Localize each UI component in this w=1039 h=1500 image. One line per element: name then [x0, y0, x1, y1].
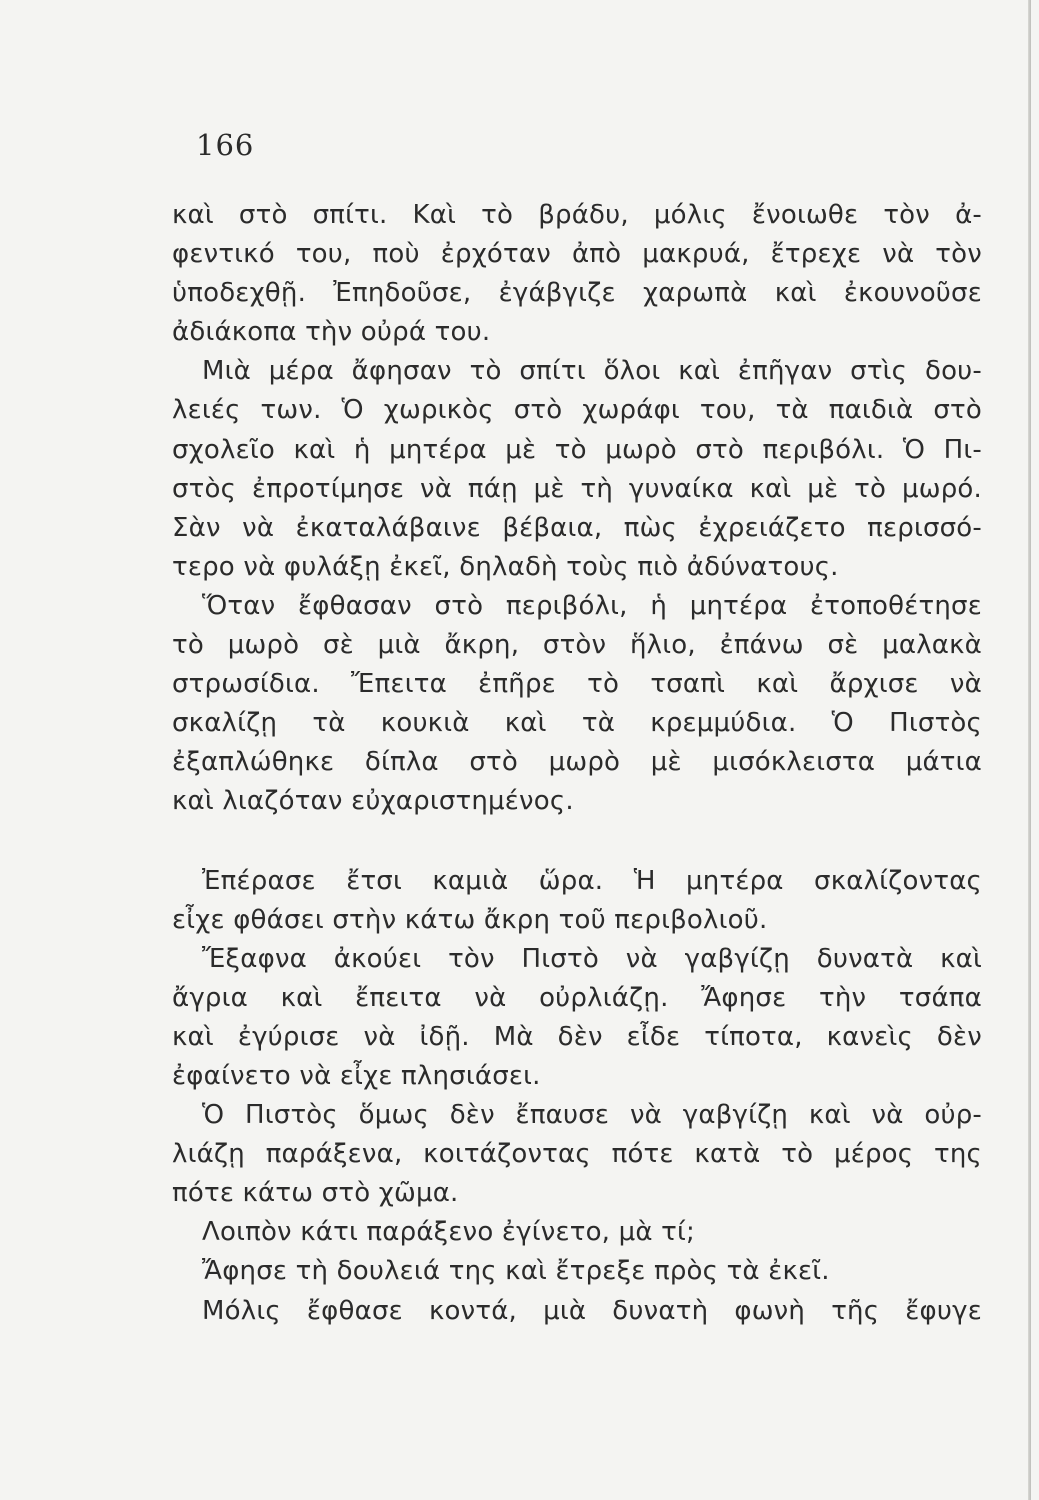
text-line: λιάζῃ παράξενα, κοιτάζοντας πότε κατὰ τὸ μέρος της	[172, 1139, 982, 1170]
text-line: καὶ στὸ σπίτι. Καὶ τὸ βράδυ, μόλις ἔνοιωθε τὸν ἀ-	[172, 200, 982, 230]
text-line: λειές των. Ὁ χωρικὸς στὸ χωράφι του, τὰ παιδιὰ στὸ	[172, 395, 982, 426]
text-line: ἀδιάκοπα τὴν οὐρά του.	[172, 317, 491, 348]
text-line: Σὰν νὰ ἐκαταλάβαινε βέβαια, πὼς ἐχρειάζετο περισσό-	[172, 512, 982, 543]
text-line: ἄγρια καὶ ἔπειτα νὰ οὐρλιάζῃ. Ἄφησε τὴν τσάπα	[172, 982, 982, 1013]
text-line: καὶ λιαζόταν εὐχαριστημένος.	[172, 786, 574, 817]
text-line: φεντικό του, ποὺ ἐρχόταν ἀπὸ μακρυά, ἔτρεχε νὰ τὸν	[172, 239, 982, 270]
text-line: Ὅταν ἔφθασαν στὸ περιβόλι, ἡ μητέρα ἐτοποθέτησε	[202, 590, 982, 621]
text-line: τερο νὰ φυλάξῃ ἐκεῖ, δηλαδὴ τοὺς πιὸ ἀδύνατους.	[172, 551, 839, 582]
text-line: εἶχε φθάσει στὴν κάτω ἄκρη τοῦ περιβολιοῦ.	[172, 904, 768, 935]
text-line: Ἄφησε τὴ δουλειά της καὶ ἔτρεξε πρὸς τὰ ἐκεῖ.	[202, 1256, 830, 1287]
text-block	[172, 196, 982, 1331]
text-line: ἐφαίνετο νὰ εἶχε πλησιάσει.	[172, 1060, 541, 1091]
text-line: στὸς ἐπροτίμησε νὰ πάῃ μὲ τὴ γυναίκα καὶ μὲ τὸ μωρό.	[172, 473, 982, 504]
text-line: ὑποδεχθῇ. Ἐπηδοῦσε, ἐγάβγιζε χαρωπὰ καὶ ἐκουνοῦσε	[172, 278, 982, 309]
text-line: Ὁ Πιστὸς ὅμως δὲν ἔπαυσε νὰ γαβγίζῃ καὶ νὰ οὐρ-	[202, 1100, 982, 1131]
text-line: πότε κάτω στὸ χῶμα.	[172, 1178, 459, 1209]
text-line: Λοιπὸν κάτι παράξενο ἐγίνετο, μὰ τί;	[202, 1217, 695, 1248]
text-line: στρωσίδια. Ἔπειτα ἐπῆρε τὸ τσαπὶ καὶ ἄρχισε νὰ	[172, 669, 982, 700]
text-line: καὶ ἐγύρισε νὰ ἰδῇ. Μὰ δὲν εἶδε τίποτα, κανεὶς δὲν	[172, 1021, 982, 1052]
text-line: τὸ μωρὸ σὲ μιὰ ἄκρη, στὸν ἥλιο, ἐπάνω σὲ μαλακὰ	[172, 630, 982, 661]
text-line: Ἔξαφνα ἀκούει τὸν Πιστὸ νὰ γαβγίζῃ δυνατὰ καὶ	[202, 943, 982, 974]
page-number: 166	[196, 128, 255, 162]
text-line: Μόλις ἔφθασε κοντά, μιὰ δυνατὴ φωνὴ τῆς ἔφυγε	[202, 1295, 982, 1326]
text-line: Μιὰ μέρα ἄφησαν τὸ σπίτι ὅλοι καὶ ἐπῆγαν στὶς δου-	[202, 356, 982, 387]
page-edge	[1028, 0, 1031, 1500]
text-line: ἐξαπλώθηκε δίπλα στὸ μωρὸ μὲ μισόκλειστα μάτια	[172, 747, 982, 778]
text-line: σχολεῖο καὶ ἡ μητέρα μὲ τὸ μωρὸ στὸ περιβόλι. Ὁ Πι-	[172, 434, 982, 465]
text-line: σκαλίζῃ τὰ κουκιὰ καὶ τὰ κρεμμύδια. Ὁ Πιστὸς	[172, 708, 982, 739]
text-line: Ἐπέρασε ἔτσι καμιὰ ὥρα. Ἡ μητέρα σκαλίζοντας	[202, 865, 982, 896]
